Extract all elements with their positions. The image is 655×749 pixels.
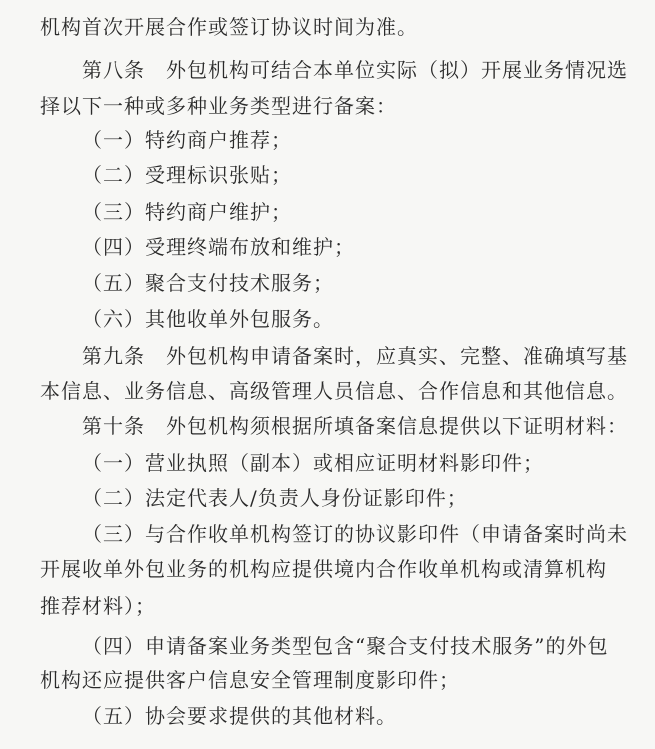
list-item: （五）聚合支付技术服务； — [82, 271, 334, 295]
list-item: （一）特约商户推荐； — [82, 128, 292, 152]
list-item: （三）特约商户维护； — [82, 200, 292, 224]
list-item: （六）其他收单外包服务。 — [82, 307, 334, 331]
text-line: 择以下一种或多种业务类型进行备案： — [40, 94, 397, 118]
list-item: （四）申请备案业务类型包含“聚合支付技术服务”的外包 — [82, 634, 609, 658]
article-10-heading-line: 第十条 外包机构须根据所填备案信息提供以下证明材料： — [82, 414, 628, 438]
text-line: 机构还应提供客户信息安全管理制度影印件； — [40, 668, 460, 692]
list-item: （二）法定代表人/负责人身份证影印件； — [82, 486, 468, 510]
text-line: 开展收单外包业务的机构应提供境内合作收单机构或清算机构 — [40, 557, 607, 581]
article-8-heading-line: 第八条 外包机构可结合本单位实际（拟）开展业务情况选 — [82, 58, 628, 82]
list-item: （二）受理标识张贴； — [82, 163, 292, 187]
list-item: （一）营业执照（副本）或相应证明材料影印件； — [82, 451, 544, 475]
list-item: （五）协会要求提供的其他材料。 — [82, 704, 397, 728]
text-line: 推荐材料）； — [40, 594, 156, 618]
text-line: 本信息、业务信息、高级管理人员信息、合作信息和其他信息。 — [40, 379, 628, 403]
list-item: （三）与合作收单机构签订的协议影印件（申请备案时尚未 — [82, 522, 628, 546]
text-line: 机构首次开展合作或签订协议时间为准。 — [40, 15, 418, 39]
list-item: （四）受理终端布放和维护； — [82, 235, 355, 259]
article-9-heading-line: 第九条 外包机构申请备案时，应真实、完整、准确填写基 — [82, 344, 628, 368]
